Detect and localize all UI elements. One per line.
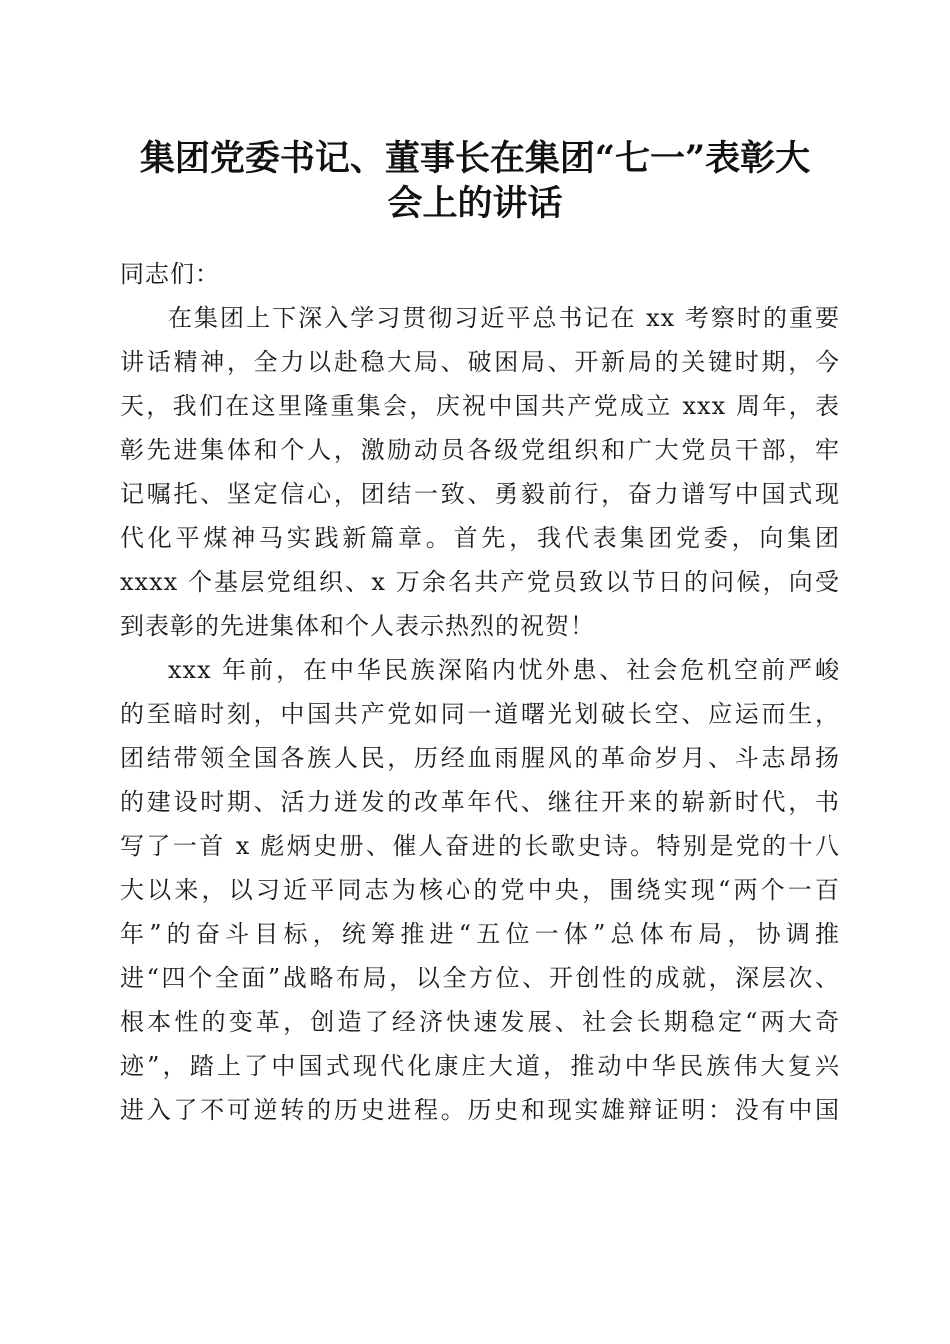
paragraph-1-line: 到表彰的先进集体和个人表示热烈的祝贺！ xyxy=(120,612,595,640)
paragraph-2-line: 进“四个全面”战略布局，以全方位、开创性的成就，深层次、 xyxy=(120,964,840,992)
paragraph-2-line: 写了一首 x 彪炳史册、催人奋进的长歌史诗。特别是党的十八 xyxy=(120,832,840,860)
paragraph-2-line: 根本性的变革，创造了经济快速发展、社会长期稳定“两大奇 xyxy=(120,1008,840,1036)
document-body xyxy=(120,252,840,1132)
paragraph-2-line: 迹”，踏上了中国式现代化康庄大道，推动中华民族伟大复兴 xyxy=(120,1052,840,1080)
document-title xyxy=(110,136,840,226)
paragraph-2-line: 年”的奋斗目标，统筹推进“五位一体”总体布局，协调推 xyxy=(120,920,840,948)
paragraph-1-line: xxxx 个基层党组织、x 万余名共产党员致以节日的问候，向受 xyxy=(120,568,840,596)
title-line-1: 集团党委书记、董事长在集团“七一”表彰大 xyxy=(139,138,811,179)
paragraph-1-line: 在集团上下深入学习贯彻习近平总书记在 xx 考察时的重要 xyxy=(168,304,840,332)
paragraph-2-line: xxx 年前，在中华民族深陷内忧外患、社会危机空前严峻 xyxy=(168,656,840,684)
paragraph-1-line: 讲话精神，全力以赴稳大局、破困局、开新局的关键时期，今 xyxy=(120,348,840,376)
paragraph-1-line: 天，我们在这里隆重集会，庆祝中国共产党成立 xxx 周年，表 xyxy=(120,392,840,420)
paragraph-2 xyxy=(120,648,840,1132)
paragraph-2-line: 大以来，以习近平同志为核心的党中央，围绕实现“两个一百 xyxy=(120,876,840,904)
title-line-2: 会上的讲话 xyxy=(387,183,563,224)
paragraph-2-line: 进入了不可逆转的历史进程。历史和现实雄辩证明：没有中国 xyxy=(120,1096,840,1124)
paragraph-2-line: 的建设时期、活力迸发的改革年代、继往开来的崭新时代，书 xyxy=(120,788,840,816)
paragraph-1-line: 代化平煤神马实践新篇章。首先，我代表集团党委，向集团 xyxy=(120,524,840,552)
paragraph-1-line: 彰先进集体和个人，激励动员各级党组织和广大党员干部，牢 xyxy=(120,436,840,464)
paragraph-2-line: 的至暗时刻，中国共产党如同一道曙光划破长空、应运而生， xyxy=(120,700,840,728)
salutation: 同志们： xyxy=(120,260,220,288)
paragraph-1 xyxy=(120,296,840,648)
paragraph-1-line: 记嘱托、坚定信心，团结一致、勇毅前行，奋力谱写中国式现 xyxy=(120,480,840,508)
paragraph-2-line: 团结带领全国各族人民，历经血雨腥风的革命岁月、斗志昂扬 xyxy=(120,744,840,772)
